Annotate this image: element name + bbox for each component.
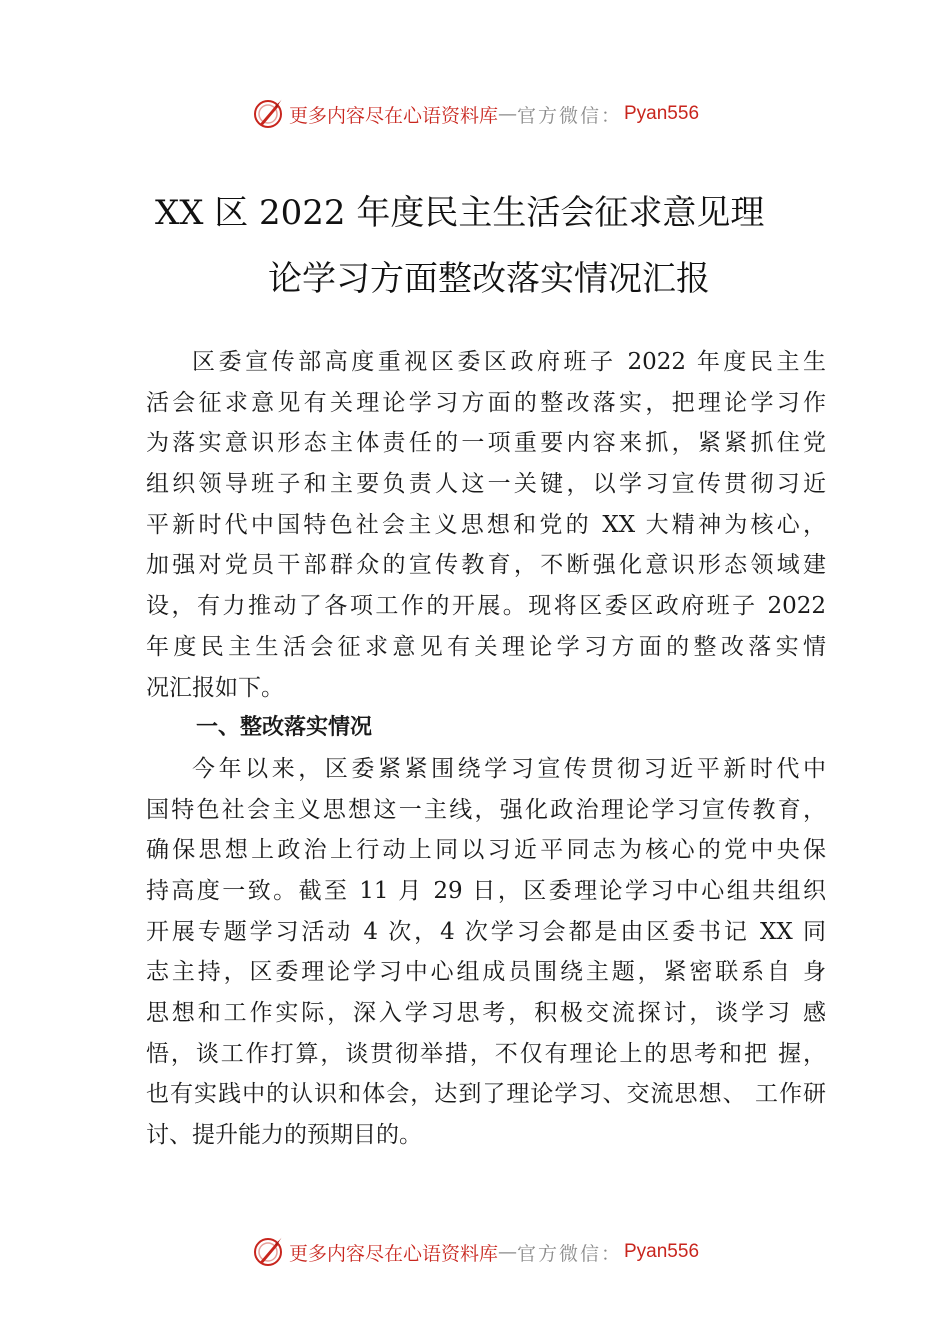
paragraph-line: 志主持，区委理论学习中心组成员围绕主题，紧密联系自 身 [146,959,826,986]
paragraph-line: 活会征求意见有关理论学习方面的整改落实，把理论学习作 [146,389,826,416]
paragraph-line: 悟，谈工作打算，谈贯彻举措，不仅有理论上的思考和把 握， [146,1040,826,1067]
paragraph-line: 况汇报如下。 [146,674,284,701]
watermark-official-label: 官方微信： [516,104,622,127]
watermark-brand: 更多内容尽在心语资料库 [288,1242,498,1265]
paragraph-line: 今年以来，区委紧紧围绕学习宣传贯彻习近平新时代中 [192,755,826,782]
paragraph-line: 区委宣传部高度重视区委区政府班子 2022 年度民主生 [192,349,826,375]
paragraph-line: 也有实践中的认识和体会，达到了理论学习、交流思想、 工作研 [146,1081,826,1108]
watermark-dash: — [497,1241,517,1263]
paragraph-line: 开展专题学习活动 4 次，4 次学习会都是由区委书记 XX 同 [146,918,826,945]
paragraph-line: 确保思想上政治上行动上同以习近平同志为核心的党中央保 [146,837,826,864]
watermark-official-label: 官方微信： [516,1242,622,1265]
quill-pen-logo-icon [251,1235,285,1269]
title-line-2: 论学习方面整改落实情况汇报 [268,259,710,299]
title-line-1: XX 区 2022 年度民主生活会征求意见理 [155,193,765,233]
watermark-brand: 更多内容尽在心语资料库 [288,104,498,127]
watermark-wechat-id: Pyan556 [624,1241,700,1262]
paragraph-line: 思想和工作实际，深入学习思考，积极交流探讨，谈学习 感 [146,1000,826,1026]
document-title [0,180,950,312]
paragraph-line: 平新时代中国特色社会主义思想和党的 XX 大精神为核心， [146,511,826,538]
paragraph-line: 组织领导班子和主要负责人这一关键，以学习宣传贯彻习近 [146,471,826,498]
paragraph-line: 为落实意识形态主体责任的一项重要内容来抓，紧紧抓住党 [146,430,826,457]
paragraph-line: 加强对党员干部群众的宣传教育，不断强化意识形态领域建 [146,552,826,579]
paragraph-line: 讨、提升能力的预期目的。 [146,1122,422,1149]
paragraph-line: 持高度一致。截至 11 月 29 日，区委理论学习中心组共组织 [146,877,826,904]
paragraph-line: 年度民主生活会征求意见有关理论学习方面的整改落实情 [146,633,826,660]
paragraph-line: 国特色社会主义思想这一主线，强化政治理论学习宣传教育， [146,796,826,823]
section-heading: 一、整改落实情况 [196,715,373,741]
section-1-paragraph [146,749,826,1156]
document-body [146,342,826,1156]
intro-paragraph [146,342,826,708]
header-watermark [0,94,950,134]
watermark-dash: — [497,103,517,125]
quill-pen-logo-icon [251,97,285,131]
watermark-wechat-id: Pyan556 [624,103,700,124]
paragraph-line: 设，有力推动了各项工作的开展。现将区委区政府班子 2022 [146,593,826,620]
footer-watermark [0,1232,950,1272]
